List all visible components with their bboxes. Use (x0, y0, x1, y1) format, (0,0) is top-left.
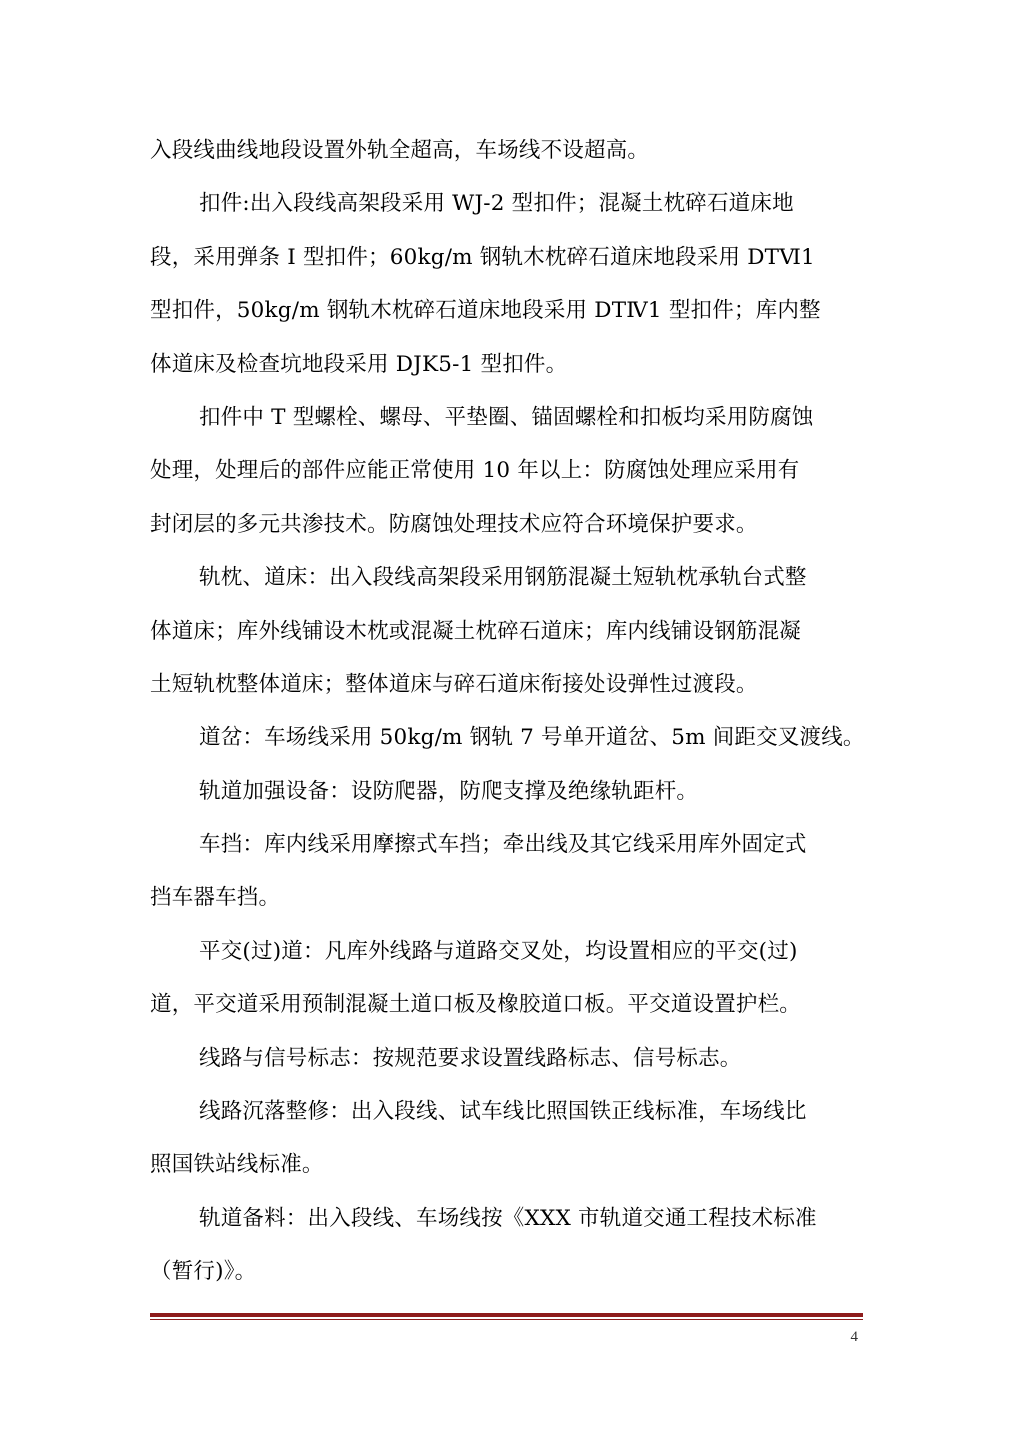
text-line: 段，采用弹条 I 型扣件；60kg/m 钢轨木枕碎石道床地段采用 DTⅥ1 (150, 244, 815, 270)
text-line: 车挡：库内线采用摩擦式车挡；牵出线及其它线采用库外固定式 (199, 832, 807, 858)
text-line: 型扣件，50kg/m 钢轨木枕碎石道床地段采用 DTⅣ1 型扣件；库内整 (150, 298, 821, 324)
document-body (150, 124, 870, 1299)
text-line: 扣件中 T 型螺栓、螺母、平垫圈、锚固螺栓和扣板均采用防腐蚀 (199, 404, 814, 430)
text-line: 轨枕、道床：出入段线高架段采用钢筋混凝土短轨枕承轨台式整 (199, 565, 807, 591)
text-line: 线路与信号标志：按规范要求设置线路标志、信号标志。 (199, 1045, 742, 1071)
text-line: 入段线曲线地段设置外轨全超高，车场线不设超高。 (150, 138, 650, 163)
text-line: 体道床；库外线铺设木枕或混凝土枕碎石道床；库内线铺设钢筋混凝 (150, 618, 802, 644)
footer-rule-thin (150, 1319, 863, 1320)
text-line: （暂行)》。 (150, 1259, 257, 1285)
text-line: 平交(过)道：凡库外线路与道路交叉处，均设置相应的平交(过) (199, 938, 798, 964)
text-line: 照国铁站线标准。 (150, 1152, 324, 1178)
text-line: 封闭层的多元共渗技术。防腐蚀处理技术应符合环境保护要求。 (150, 511, 758, 537)
page-number: 4 (850, 1329, 858, 1345)
text-line: 体道床及检查坑地段采用 DJK5-1 型扣件。 (150, 351, 568, 377)
text-line: 轨道加强设备：设防爬器，防爬支撑及绝缘轨距杆。 (199, 778, 699, 804)
text-line: 土短轨枕整体道床；整体道床与碎石道床衔接处设弹性过渡段。 (150, 671, 758, 697)
text-line: 线路沉落整修：出入段线、试车线比照国铁正线标准，车场线比 (199, 1099, 807, 1125)
text-line: 处理，处理后的部件应能正常使用 10 年以上：防腐蚀处理应采用有 (150, 458, 800, 484)
text-line: 扣件:出入段线高架段采用 WJ-2 型扣件；混凝土枕碎石道床地 (199, 191, 794, 217)
text-line: 轨道备料：出入段线、车场线按《XXX 市轨道交通工程技术标准 (199, 1205, 817, 1231)
footer-rule-thick (150, 1313, 863, 1317)
text-line: 挡车器车挡。 (150, 885, 281, 911)
text-line: 道岔：车场线采用 50kg/m 钢轨 7 号单开道岔、5m 间距交叉渡线。 (199, 725, 865, 751)
text-line: 道，平交道采用预制混凝土道口板及橡胶道口板。平交道设置护栏。 (150, 992, 802, 1018)
